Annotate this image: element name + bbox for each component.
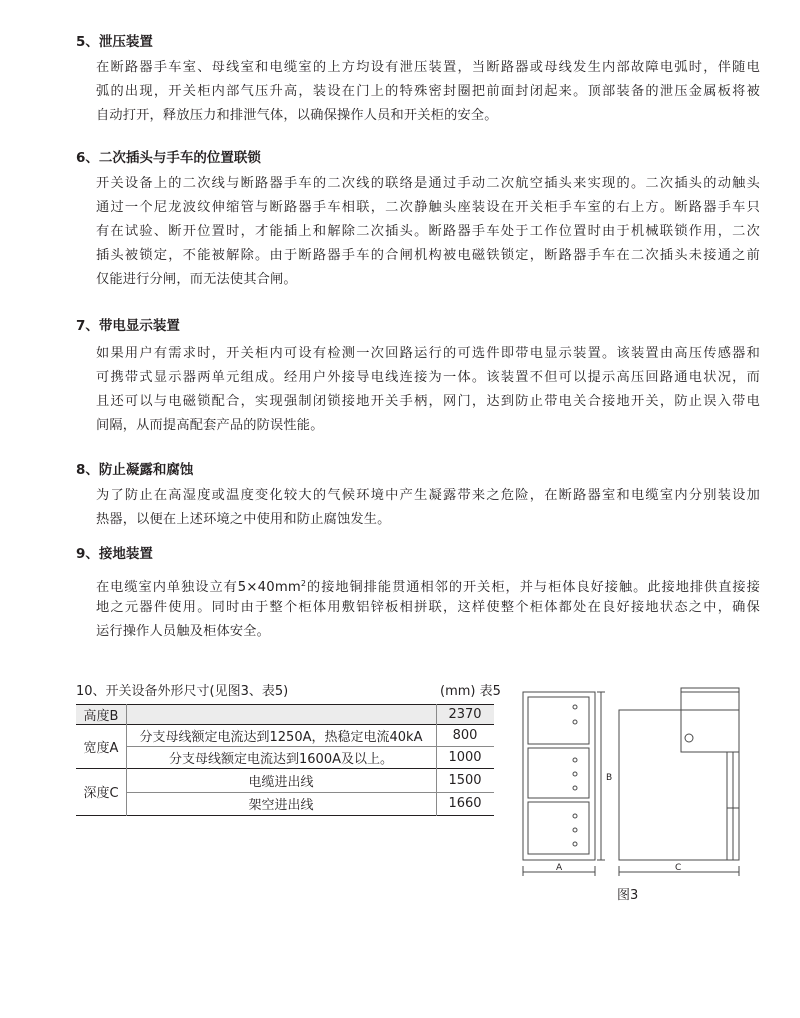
paragraph-line — [96, 572, 760, 596]
door-knob — [573, 720, 577, 724]
section-heading: 7、带电显示装置 — [76, 318, 180, 334]
table-cell-desc: 分支母线额定电流达到1600A及以上。 — [169, 751, 393, 767]
paragraph-line: 且还可以与电磁锁配合，实现强制闭锁接地开关手柄，网门，达到防止带电关合接地开关，防止误入带电 — [96, 394, 760, 409]
section-heading: 9、接地装置 — [76, 546, 153, 562]
paragraph-line: 为了防止在高湿度或温度变化较大的气候环境中产生凝露带来之危险，在断路器室和电缆室内分别装设加 — [96, 488, 760, 503]
table-row-label: 深度C — [83, 786, 119, 801]
side-view-port — [685, 734, 693, 742]
table-cell-desc: 分支母线额定电流达到1250A，热稳定电流40kA — [139, 729, 423, 745]
section-heading: 8、防止凝露和腐蚀 — [76, 462, 194, 478]
table-row-shade — [76, 704, 494, 724]
paragraph-line: 自动打开，释放压力和排泄气体，以确保操作人员和开关柜的安全。 — [96, 108, 498, 123]
door-knob — [573, 828, 577, 832]
dimension-table — [76, 704, 494, 816]
paragraph-line: 热器，以便在上述环境之中使用和防止腐蚀发生。 — [96, 512, 391, 527]
front-view-compartment — [528, 802, 589, 854]
table-row-label: 宽度A — [83, 740, 119, 756]
table-title: 10、开关设备外形尺寸(见图3、表5) — [76, 684, 289, 699]
section-paragraph — [96, 572, 760, 644]
door-knob — [573, 786, 577, 790]
dimension-label-c: C — [675, 863, 682, 873]
table-cell-value: 800 — [452, 727, 478, 743]
figure-caption: 图3 — [617, 888, 639, 903]
paragraph-line: 运行操作人员触及柜体安全。 — [96, 624, 271, 639]
paragraph-line: 仅能进行分闸，而无法使其合闸。 — [96, 272, 297, 287]
dimension-label-a: A — [556, 863, 563, 873]
section-paragraph — [96, 342, 760, 438]
front-view-compartment — [528, 697, 589, 744]
door-knob — [573, 842, 577, 846]
paragraph-line: 通过一个尼龙波纹伸缩管与断路器手车相联，二次静触头座装设在开关柜手车室的右上方。断路器手车只 — [96, 200, 760, 215]
table-row-label: 高度B — [83, 708, 119, 724]
section-heading: 5、泄压装置 — [76, 34, 153, 50]
table-rule — [76, 704, 494, 705]
paragraph-line: 在断路器手车室、母线室和电缆室的上方均设有泄压装置，当断路器或母线发生内部故障电弧时，伴随电 — [96, 60, 760, 75]
front-view-compartment — [528, 748, 589, 798]
door-knob — [573, 758, 577, 762]
line-text: 在电缆室内单独设立有5×40mm — [96, 580, 301, 595]
section-paragraph — [96, 56, 760, 128]
door-knob — [573, 772, 577, 776]
paragraph-line: 地之元器件使用。同时由于整个柜体用敷铝锌板相拼联，这样使整个柜体都处在良好接地状态之中，确保 — [96, 600, 760, 615]
section-heading: 6、二次插头与手车的位置联锁 — [76, 150, 261, 166]
section-paragraph — [96, 172, 760, 292]
table-cell-value: 1660 — [448, 796, 482, 811]
paragraph-line: 有在试验、断开位置时，才能插上和解除二次插头。断路器手车处于工作位置时由于机械联锁作用，二次 — [96, 224, 760, 239]
table-cell-desc: 电缆进出线 — [248, 774, 314, 790]
front-view-cabinet — [523, 692, 595, 860]
table-cell-desc: 架空进出线 — [248, 798, 314, 813]
paragraph-line: 间隔，从而提高配套产品的防误性能。 — [96, 418, 324, 433]
paragraph-line: 开关设备上的二次线与断路器手车的二次线的联络是通过手动二次航空插头来实现的。二次插头的动触头 — [96, 176, 760, 191]
table-cell-value: 2370 — [448, 706, 482, 722]
cabinet-outline-drawing — [505, 680, 765, 910]
table-unit: (mm) 表5 — [440, 684, 501, 699]
table-rule — [76, 815, 494, 816]
side-view-cabinet — [619, 710, 739, 860]
paragraph-line: 如果用户有需求时，开关柜内可设有检测一次回路运行的可选件即带电显示装置。该装置由高压传感器和 — [96, 346, 760, 361]
dimension-label-b: B — [606, 773, 613, 783]
paragraph-line: 可携带式显示器两单元组成。经用户外接导电线连接为一体。该装置不但可以提示高压回路通电状况，而 — [96, 370, 760, 385]
section-paragraph — [96, 484, 760, 532]
table-cell-value: 1500 — [448, 772, 482, 788]
paragraph-line: 弧的出现，开关柜内部气压升高，装设在门上的特殊密封圈把前面封闭起来。顶部装备的泄压金属板将被 — [96, 84, 760, 99]
paragraph-line: 插头被锁定，不能被解除。由于断路器手车的合闸机构被电磁铁锁定，断路器手车在二次插头未接通之前 — [96, 248, 760, 263]
line-text: 的接地铜排能贯通相邻的开关柜，并与柜体良好接触。此接地排供直接接 — [306, 580, 760, 595]
door-knob — [573, 814, 577, 818]
superscript: 2 — [300, 579, 307, 588]
table-cell-value: 1000 — [448, 749, 482, 765]
door-knob — [573, 705, 577, 709]
